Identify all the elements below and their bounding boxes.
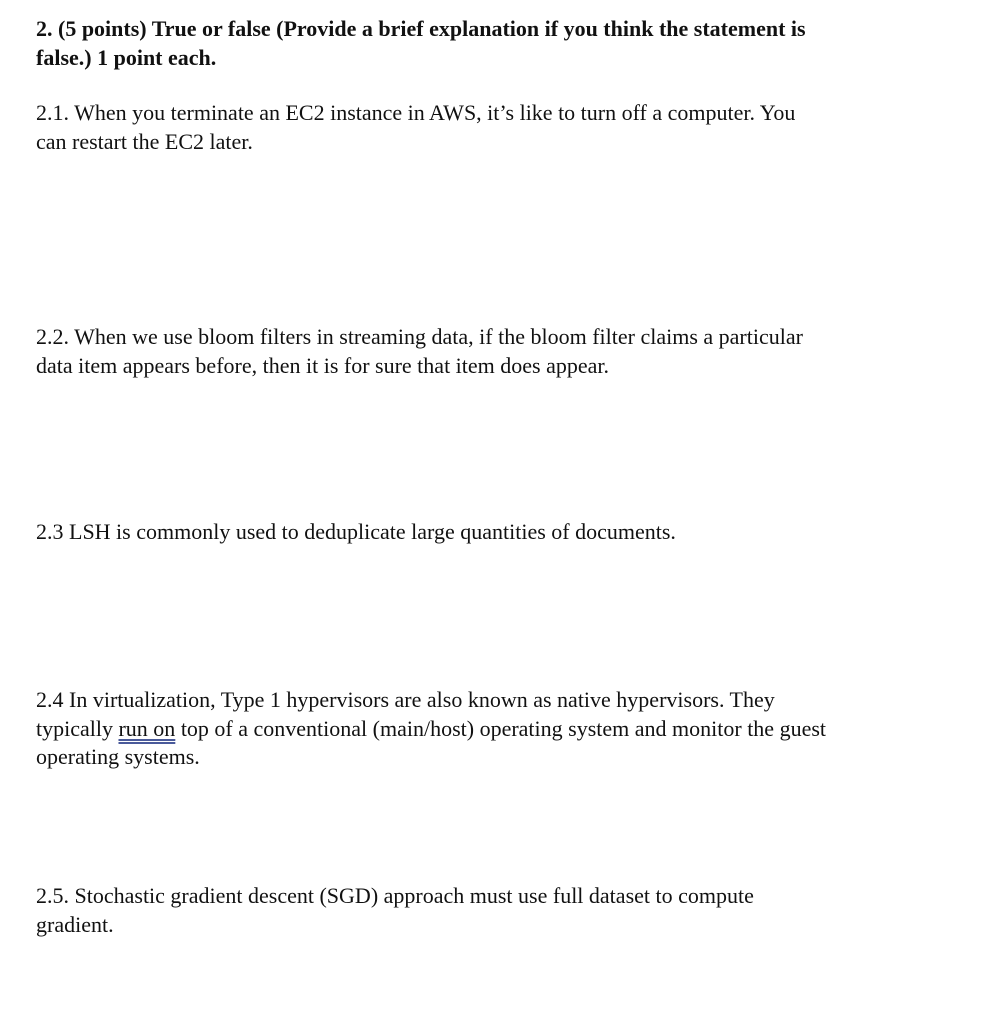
- grammar-flag-run-on: run on: [118, 715, 176, 741]
- question-2-2: [36, 323, 936, 380]
- question-2-2-line-1: 2.2. When we use bloom filters in streaming data, if the bloom filter claims a particular: [36, 324, 803, 349]
- question-2-4-line-3: operating systems.: [36, 744, 200, 769]
- question-2-4-line-2-pre: typically: [36, 715, 119, 741]
- question-2-5: [36, 882, 936, 939]
- header-line-2: false.) 1 point each.: [36, 44, 217, 70]
- question-2-1-line-2: can restart the EC2 later.: [36, 128, 253, 154]
- question-2-4-line-2: [36, 715, 936, 744]
- question-2-2-line-2: data item appears before, then it is for sure that item does appear.: [36, 352, 610, 378]
- question-2-3-line-1: 2.3 LSH is commonly used to deduplicate large quantities of documents.: [36, 519, 676, 544]
- question-header: [36, 15, 936, 72]
- question-2-3: [36, 518, 936, 547]
- header-line-1: 2. (5 points) True or false (Provide a brief explanation if you think the statement is: [36, 16, 806, 41]
- question-2-4-line-1: 2.4 In virtualization, Type 1 hypervisors are also known as native hypervisors. They: [36, 687, 775, 712]
- question-2-5-line-2: gradient.: [36, 911, 114, 937]
- question-2-4-line-2-post: top of a conventional (main/host) operating system and monitor the guest: [175, 715, 827, 741]
- question-2-4: [36, 686, 936, 772]
- question-2-1: [36, 99, 936, 156]
- question-2-5-line-1: 2.5. Stochastic gradient descent (SGD) approach must use full dataset to compute: [36, 883, 754, 908]
- question-2-1-line-1: 2.1. When you terminate an EC2 instance in AWS, it’s like to turn off a computer. You: [36, 100, 796, 125]
